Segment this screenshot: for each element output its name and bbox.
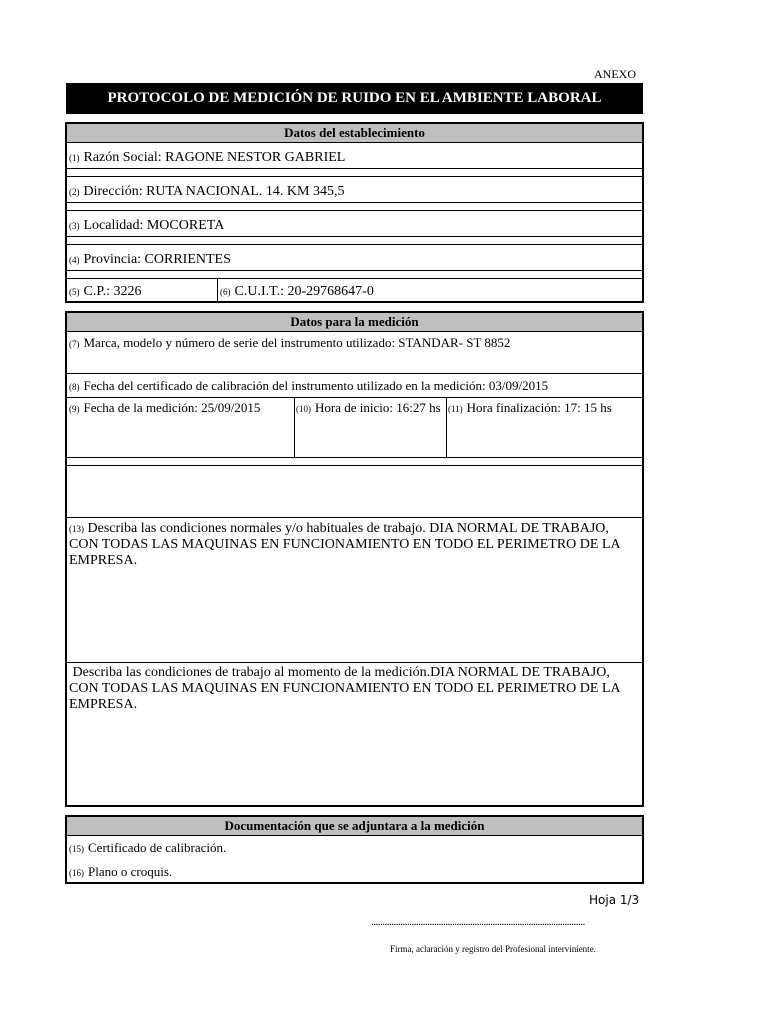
spacer-row <box>67 271 642 279</box>
calibracion-value: Fecha del certificado de calibración del instrumento utilizado en la medición: 03/09/2015 <box>83 378 549 393</box>
signature-line: ............................................................................................... <box>371 916 585 928</box>
localidad-row <box>67 211 642 237</box>
cp-cuit-row <box>67 279 642 301</box>
spacer-row <box>67 203 642 211</box>
spacer-row <box>67 458 642 466</box>
spacer-row <box>67 169 642 177</box>
hora-inicio-number: (10) <box>296 404 311 414</box>
establecimiento-heading: Datos del establecimiento <box>67 124 642 143</box>
direccion-value: Dirección: RUTA NACIONAL. 14. KM 345,5 <box>83 184 345 199</box>
documentacion-heading: Documentación que se adjuntara a la medición <box>67 817 642 836</box>
documentacion-section <box>65 815 644 884</box>
provincia-value: Provincia: CORRIENTES <box>83 252 231 267</box>
fecha-medicion-value: Fecha de la medición: 25/09/2015 <box>83 400 261 415</box>
blank-row <box>67 466 642 518</box>
razon-social-row <box>67 143 642 169</box>
condiciones-medicion-value: Describa las condiciones de trabajo al momento de la medición.DIA NORMAL DE TRABAJO, CON TODAS LAS MAQUINAS EN FUNCIONAMIENTO EN TODO EL PERIMETRO DE LA EMPRESA. <box>69 665 620 712</box>
instrumento-row <box>67 332 642 374</box>
razon-social-number: (1) <box>69 153 80 163</box>
hora-fin-value: Hora finalización: 17: 15 hs <box>466 400 612 415</box>
provincia-row <box>67 245 642 271</box>
hora-fin-number: (11) <box>448 404 463 414</box>
provincia-number: (4) <box>69 255 80 265</box>
hora-inicio-value: Hora de inicio: 16:27 hs <box>315 400 441 415</box>
doc-item2-value: Plano o croquis. <box>88 864 173 879</box>
condiciones-normales-value: Describa las condiciones normales y/o habituales de trabajo. DIA NORMAL DE TRABAJO, CON TODAS LAS MAQUINAS EN FUNCIONAMIENTO EN TODO EL PERIMETRO DE LA EMPRESA. <box>69 521 620 568</box>
calibracion-number: (8) <box>69 382 80 392</box>
medicion-heading: Datos para la medición <box>67 313 642 332</box>
cp-value: C.P.: 3226 <box>83 284 142 299</box>
medicion-section <box>65 311 644 807</box>
signature-caption: Firma, aclaración y registro del Profesional interviniente. <box>390 944 596 954</box>
direccion-row <box>67 177 642 203</box>
doc-item2-number: (16) <box>69 868 84 878</box>
instrumento-number: (7) <box>69 339 80 349</box>
doc-item1-number: (15) <box>69 844 84 854</box>
condiciones-medicion-row <box>67 663 642 805</box>
localidad-number: (3) <box>69 221 80 231</box>
razon-social-value: Razón Social: RAGONE NESTOR GABRIEL <box>83 150 346 165</box>
page-number: Hoja 1/3 <box>589 893 640 907</box>
cp-number: (5) <box>69 287 80 297</box>
cuit-value: C.U.I.T.: 20-29768647-0 <box>234 284 374 299</box>
fecha-hora-row <box>67 398 642 458</box>
establecimiento-section <box>65 122 644 303</box>
instrumento-value: Marca, modelo y número de serie del instrumento utilizado: STANDAR- ST 8852 <box>83 335 511 350</box>
condiciones-normales-number: (13) <box>69 524 84 534</box>
cuit-number: (6) <box>220 287 231 297</box>
condiciones-normales-row <box>67 518 642 663</box>
fecha-medicion-number: (9) <box>69 404 80 414</box>
spacer-row <box>67 237 642 245</box>
doc-item1-value: Certificado de calibración. <box>88 840 227 855</box>
anexo-label: ANEXO <box>594 67 636 81</box>
direccion-number: (2) <box>69 187 80 197</box>
page-title: PROTOCOLO DE MEDICIÓN DE RUIDO EN EL AMBIENTE LABORAL <box>66 83 643 114</box>
localidad-value: Localidad: MOCORETA <box>83 218 225 233</box>
calibracion-row <box>67 374 642 398</box>
